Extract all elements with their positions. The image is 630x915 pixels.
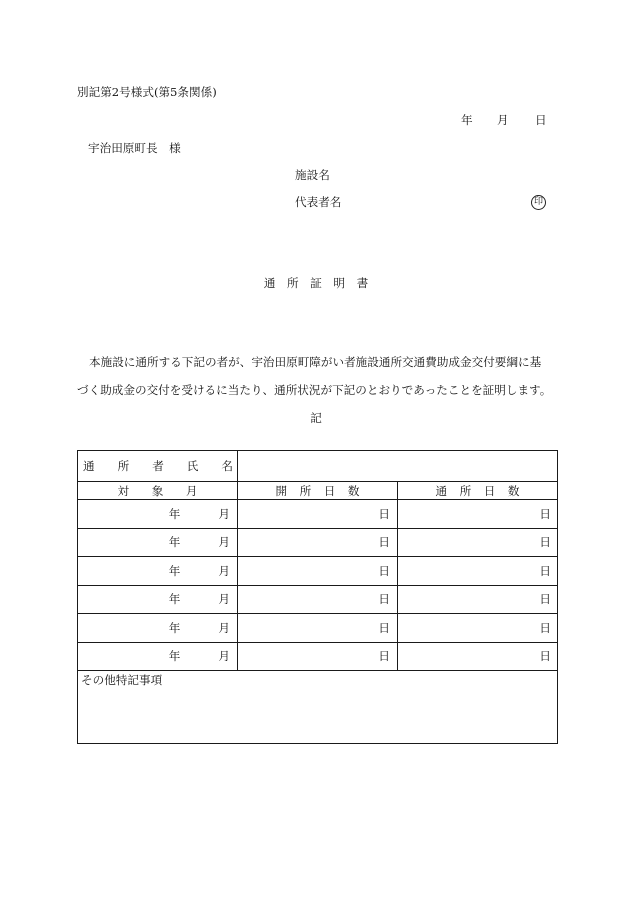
target-month-cell [78, 557, 238, 586]
month-unit: 月 [218, 620, 230, 635]
header-attendance-days-label: 通 所 日 数 [435, 483, 520, 498]
target-month-cell [78, 614, 238, 643]
target-month-cell [78, 500, 238, 529]
year-unit: 年 [168, 620, 181, 635]
attendee-name-value-cell [238, 451, 558, 482]
open-days-cell [238, 500, 398, 529]
date-month-label: 月 [497, 113, 509, 127]
year-unit: 年 [168, 649, 181, 664]
table-row [78, 528, 558, 557]
special-notes-row [78, 671, 558, 744]
day-unit: 日 [539, 620, 551, 635]
addressee: 宇治田原町長 様 [88, 141, 181, 155]
special-notes-label: その他特記事項 [81, 673, 163, 687]
day-unit: 日 [539, 506, 551, 521]
representative-name-label: 代表者名 [295, 195, 342, 209]
target-month-cell [78, 528, 238, 557]
body-text-line-1: 本施設に通所する下記の者が、宇治田原町障がい者施設通所交通費助成金交付要綱に基 [89, 355, 542, 369]
date-day-label: 日 [535, 113, 547, 127]
month-unit: 月 [218, 535, 230, 550]
month-unit: 月 [218, 563, 230, 578]
day-unit: 日 [378, 563, 390, 578]
table-row [78, 557, 558, 586]
table-row [78, 500, 558, 529]
day-unit: 日 [539, 592, 551, 607]
year-unit: 年 [168, 563, 181, 578]
header-open-days [238, 482, 398, 500]
header-target-month [78, 482, 238, 500]
year-unit: 年 [168, 506, 181, 521]
facility-name-label: 施設名 [295, 168, 330, 182]
year-unit: 年 [168, 592, 181, 607]
open-days-cell [238, 557, 398, 586]
date-year-label: 年 [461, 113, 473, 127]
header-open-days-label: 開 所 日 数 [275, 483, 360, 498]
table-row [78, 585, 558, 614]
month-unit: 月 [218, 592, 230, 607]
ki-heading: 記 [310, 411, 322, 425]
day-unit: 日 [378, 506, 390, 521]
target-month-cell [78, 585, 238, 614]
day-unit: 日 [378, 535, 390, 550]
attendance-days-cell [398, 585, 558, 614]
form-reference: 別記第2号様式(第5条関係) [77, 85, 217, 99]
day-unit: 日 [539, 649, 551, 664]
attendance-days-cell [398, 528, 558, 557]
special-notes-cell [78, 671, 558, 744]
attendance-days-cell [398, 614, 558, 643]
table-row [78, 642, 558, 671]
attendee-name-label: 通 所 者 氏 名 [83, 459, 233, 473]
attendance-days-cell [398, 642, 558, 671]
open-days-cell [238, 642, 398, 671]
attendee-name-label-cell [78, 451, 238, 482]
seal-mark: 印 [531, 195, 546, 210]
body-text-line-2: づく助成金の交付を受けるに当たり、通所状況が下記のとおりであったことを証明します。 [77, 383, 552, 397]
table-row [78, 614, 558, 643]
header-attendance-days [398, 482, 558, 500]
day-unit: 日 [378, 620, 390, 635]
attendee-name-row [78, 451, 558, 482]
attendance-days-cell [398, 557, 558, 586]
month-unit: 月 [218, 649, 230, 664]
attendance-days-cell [398, 500, 558, 529]
open-days-cell [238, 614, 398, 643]
year-unit: 年 [168, 535, 181, 550]
column-header-row [78, 482, 558, 500]
month-unit: 月 [218, 506, 230, 521]
day-unit: 日 [378, 649, 390, 664]
document-title: 通 所 証 明 書 [263, 276, 369, 290]
open-days-cell [238, 528, 398, 557]
header-target-month-label: 対 象 月 [117, 483, 198, 498]
attendance-table [77, 450, 558, 744]
open-days-cell [238, 585, 398, 614]
target-month-cell [78, 642, 238, 671]
day-unit: 日 [539, 563, 551, 578]
day-unit: 日 [539, 535, 551, 550]
day-unit: 日 [378, 592, 390, 607]
